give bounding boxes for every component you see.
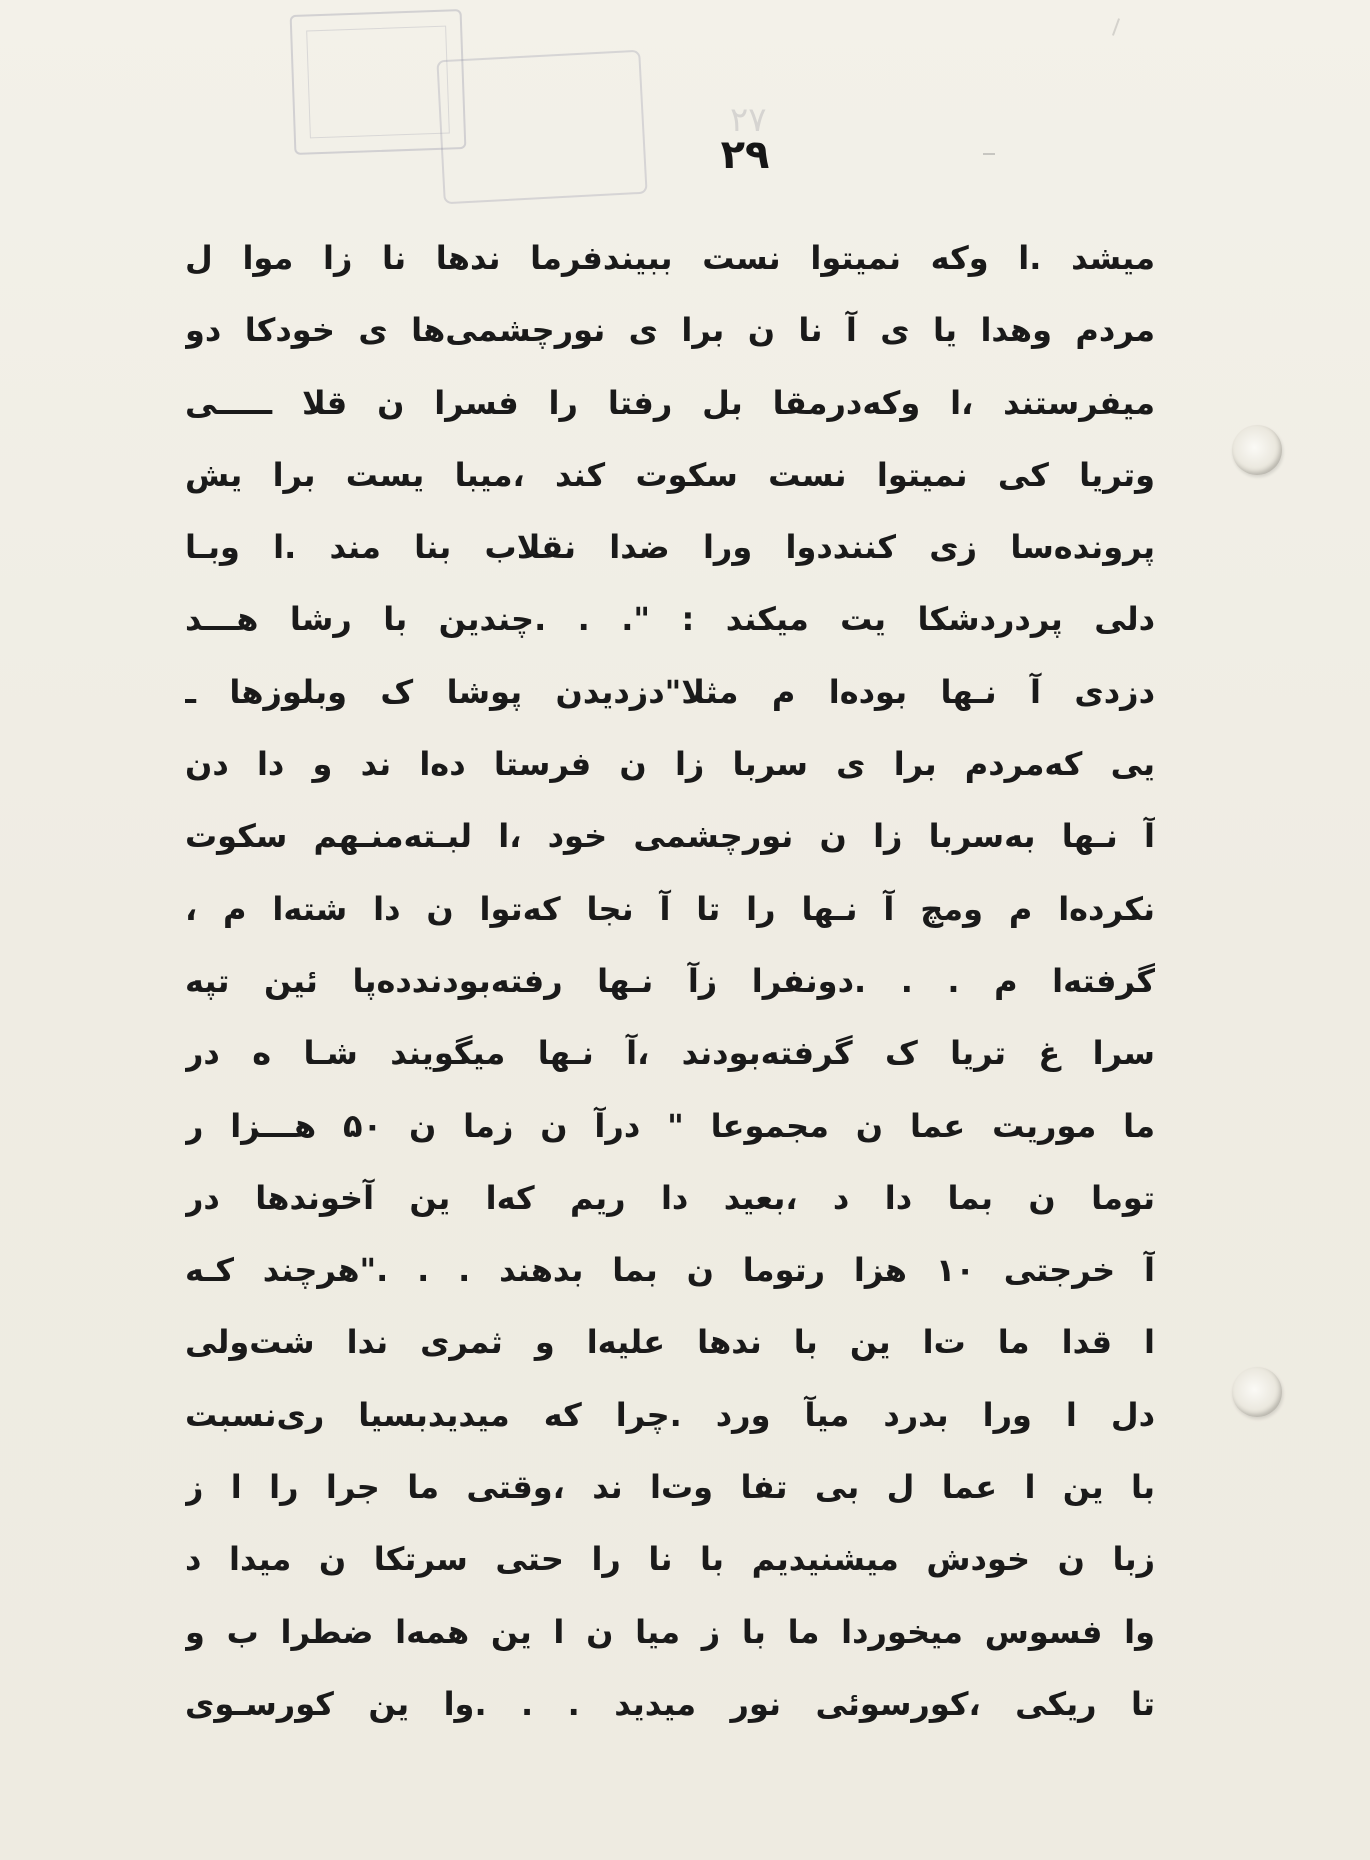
text-line: آ نـها به‌سربا زا ن نورچشمی خود ،ا لبـته‌منـهم سکوت (185, 817, 1155, 856)
text-line: وتریا کی نمیتوا نست سکوت کند ،میبا یست برا یش (185, 455, 1155, 494)
bleed-through-page-number: ۲۷ (730, 100, 767, 140)
library-stamp-border (306, 26, 450, 139)
text-line: میشد .ا وکه نمیتوا نست ببیندفرما ندها نا زا موا ل (185, 239, 1155, 277)
scan-dash-mark (983, 153, 995, 155)
text-line: تا ریکی ،کورسوئی نور میدید . . .وا ین کورسـوی (185, 1684, 1155, 1723)
text-line: با ین ا عما ل بی تفا وت‌ا ند ،وقتی ما جرا را ا ز (185, 1468, 1155, 1507)
text-line: توما ن بما دا د ،بعید دا ریم که‌ا ین آخوندها در (185, 1178, 1155, 1217)
text-line: آ خرجتی ۱۰ هزا رتوما ن بما بدهند . . ."هرچند کـه (185, 1251, 1155, 1290)
library-stamp-secondary (436, 50, 647, 204)
text-line: میفرستند ،ا وکه‌درمقا بل رفتا را فسرا ن قلا ـــــی (185, 383, 1155, 422)
text-line: ما موریت عما ن مجموعا " درآ ن زما ن ۵۰ هـــزا ر (185, 1106, 1155, 1145)
text-line: دزدی آ نـها بوده‌ا م مثلا"دزدیدن پوشا ک وبلوزها ـ (185, 672, 1155, 711)
text-line: وا فسوس میخوردا ما با ز میا ن ا ین همه‌ا ضطرا ب و (185, 1612, 1155, 1651)
text-line: سرا غ تریا ک گرفته‌بودند ،آ نـها میگویند شـا ه در (185, 1034, 1155, 1073)
punch-hole (1232, 425, 1282, 475)
text-line: نکرده‌ا م ومچ آ نـها را تا آ نجا که‌توا ن دا شته‌ا م ، (185, 889, 1155, 928)
scan-mark (1112, 18, 1120, 36)
text-line: گرفته‌ا م . . .دونفرا زآ نـها رفته‌بودندده‌پا ئین تپه (185, 961, 1155, 1000)
page-number: ۲۹ (720, 132, 770, 178)
text-line: پرونده‌سا زی کننددوا ورا ضدا نقلاب بنا مند .ا وبـا (185, 528, 1155, 567)
text-line: زبا ن خودش میشنیدیم با نا را حتی سرتکا ن میدا د (185, 1540, 1155, 1579)
punch-hole (1232, 1367, 1282, 1417)
text-line: ا قدا ما ت‌ا ین با ندها علیه‌ا و ثمری ندا شت‌ولی (185, 1323, 1155, 1362)
body-text (185, 222, 1155, 1740)
text-line: مردم وهدا یا ی آ نا ن برا ی نورچشمی‌ها ی خودکا دو (185, 311, 1155, 350)
text-line: دلی پردردشکا یت میکند : ". . .چندین با رشا هـــد (185, 600, 1155, 639)
text-line: دل ا ورا بدرد میآ ورد .چرا که میدیدبسیا ری‌نسبت (185, 1395, 1155, 1434)
text-line: یی که‌مردم برا ی سربا زا ن فرستا ده‌ا ند و دا دن (185, 745, 1155, 784)
